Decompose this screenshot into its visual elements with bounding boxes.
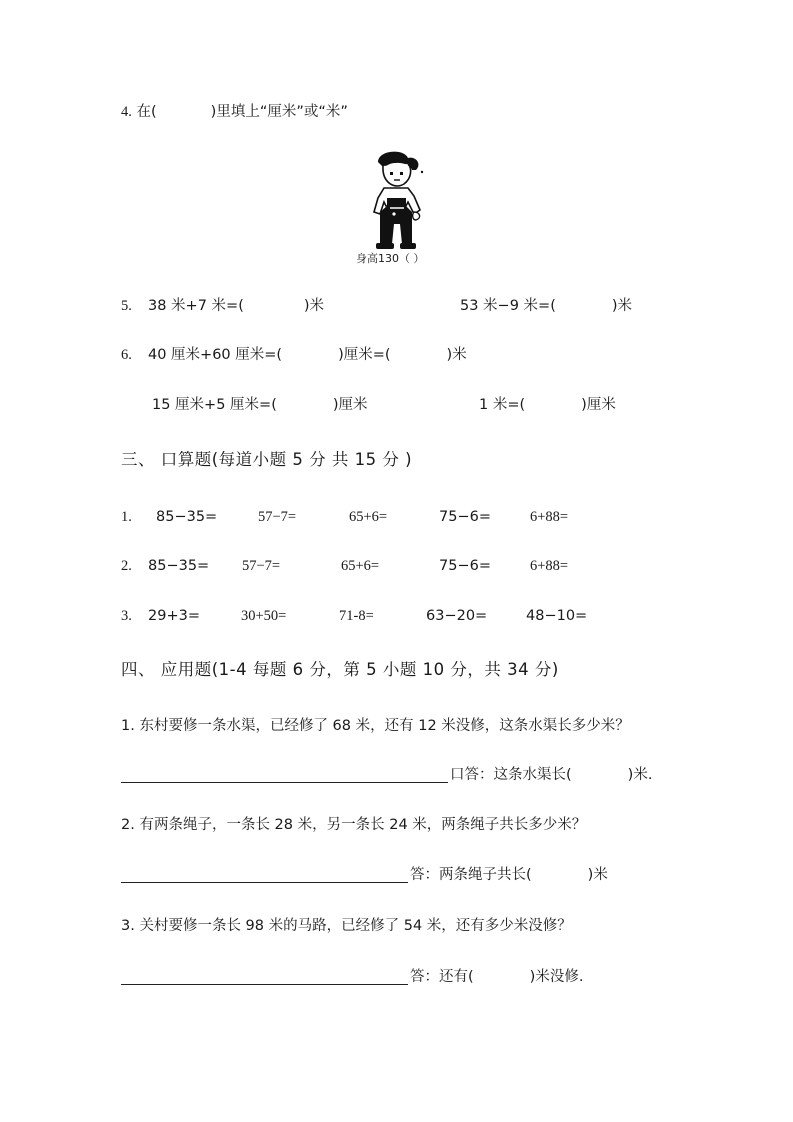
question-text-b: )里填上“厘米”或“米” <box>210 104 348 120</box>
question-number: 6. <box>121 347 132 363</box>
question-number: 4. <box>121 104 132 120</box>
equation-text: 40 厘米+60 厘米=( <box>148 347 283 363</box>
mental-item: 48−10= <box>526 608 588 624</box>
mental-item: 29+3= <box>148 608 200 624</box>
answer-text: 口答：这条水渠长( <box>450 767 572 783</box>
mental-item: 6+88= <box>530 558 569 574</box>
equation-a <box>148 296 324 316</box>
mental-item: 65+6= <box>349 509 388 525</box>
section-4-heading: 四、 应用题(1-4 每题 6 分，第 5 小题 10 分，共 34 分) <box>121 660 559 679</box>
mental-item: 63−20= <box>426 608 488 624</box>
equation-unit: )米 <box>303 298 325 314</box>
row-number: 1. <box>121 509 132 525</box>
application-2-answer <box>410 865 608 885</box>
row-number: 3. <box>121 608 132 624</box>
application-3-question: 3. 关村要修一条长 98 米的马路，已经修了 54 米，还有多少米没修？ <box>121 918 572 934</box>
answer-text: 答：两条绳子共长( <box>410 867 532 883</box>
mental-item: 75−6= <box>439 558 491 574</box>
application-2-question: 2. 有两条绳子，一条长 28 米，另一条长 24 米，两条绳子共长多少米？ <box>121 817 587 833</box>
row-number: 2. <box>121 558 132 574</box>
equation-a <box>148 345 467 365</box>
mental-item: 57−7= <box>242 558 281 574</box>
equation-mid: )厘米=( <box>338 347 391 363</box>
mental-item: 57−7= <box>258 509 297 525</box>
equation-unit: )厘米 <box>332 397 368 413</box>
equation-text: 15 厘米+5 厘米=( <box>152 397 277 413</box>
mental-item: 85−35= <box>156 509 218 525</box>
question-4 <box>121 102 348 122</box>
section-3-heading: 三、 口算题(每道小题 5 分 共 15 分 ) <box>121 450 413 469</box>
mental-item: 30+50= <box>241 608 287 624</box>
equation-text: 38 米+7 米=( <box>148 298 244 314</box>
answer-unit: )米. <box>627 767 653 783</box>
question-number: 5. <box>121 298 132 314</box>
equation-unit: )米 <box>611 298 633 314</box>
equation-c <box>152 395 368 415</box>
application-3-answer <box>410 967 583 987</box>
equation-unit: )米 <box>446 347 467 363</box>
equation-text: 53 米−9 米=( <box>460 298 556 314</box>
answer-unit: )米没修. <box>529 969 584 985</box>
mental-item: 65+6= <box>341 558 380 574</box>
equation-text: 1 米=( <box>479 397 526 413</box>
application-1-question: 1. 东村要修一条水渠，已经修了 68 米，还有 12 米没修，这条水渠长多少米？ <box>121 718 630 734</box>
answer-line[interactable] <box>121 782 448 783</box>
question-text-a: 在( <box>136 104 157 120</box>
mental-item: 71-8= <box>339 608 374 624</box>
application-1-answer <box>450 765 652 785</box>
answer-unit: )米 <box>587 867 608 883</box>
mental-item: 6+88= <box>530 509 569 525</box>
answer-line[interactable] <box>121 984 408 985</box>
equation-d <box>479 395 616 415</box>
answer-text: 答：还有( <box>410 969 474 985</box>
answer-line[interactable] <box>121 882 408 883</box>
figure-caption: 身高130（ ） <box>356 252 425 265</box>
equation-b <box>460 296 632 316</box>
mental-item: 85−35= <box>148 558 210 574</box>
equation-unit: )厘米 <box>581 397 616 413</box>
mental-item: 75−6= <box>439 509 491 525</box>
